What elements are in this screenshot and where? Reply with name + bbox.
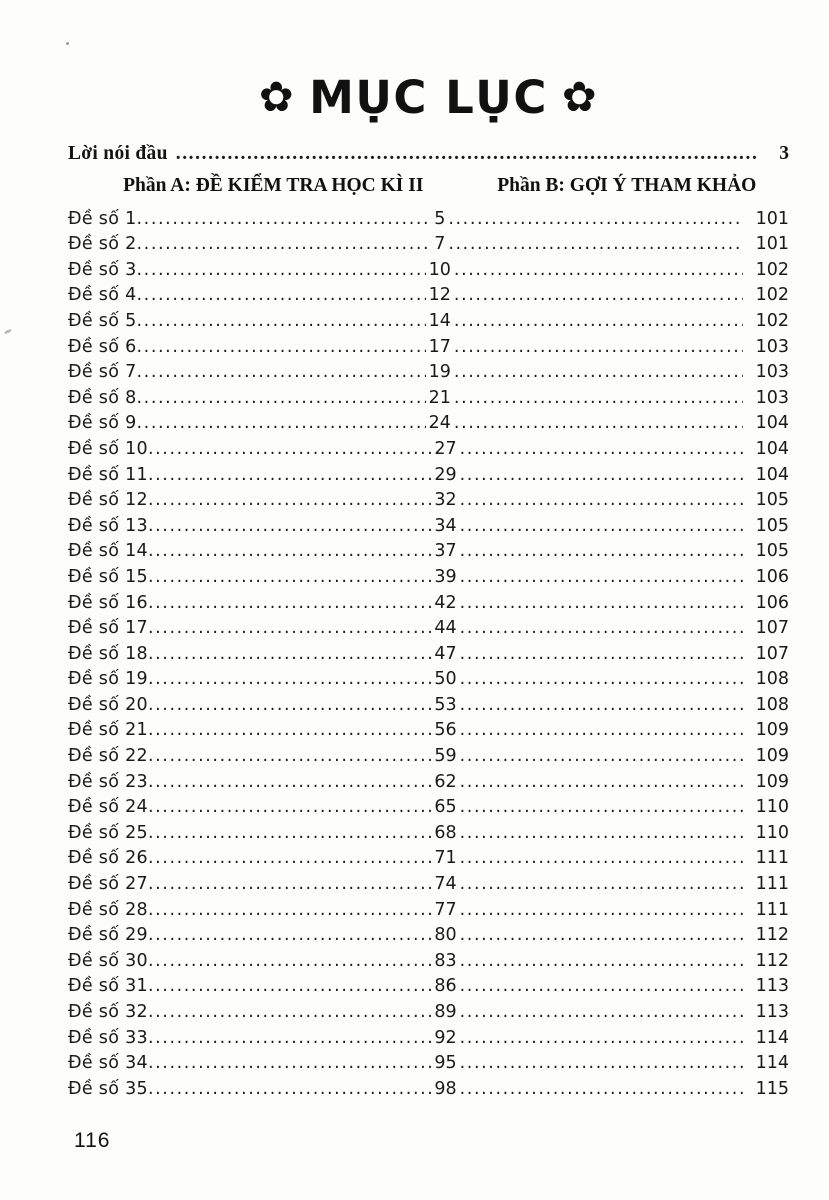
toc-row: [68, 949, 789, 975]
scan-speck: [4, 328, 13, 334]
dot-leader: [137, 283, 426, 309]
part-b-page-number: 113: [755, 1002, 790, 1022]
toc-row: [68, 539, 789, 565]
dot-leader: [148, 616, 431, 642]
dot-leader: [460, 846, 743, 872]
toc-row: [68, 411, 789, 437]
part-b-page-number: 104: [755, 413, 790, 434]
section-headers: [68, 175, 789, 197]
toc-row: [68, 821, 789, 847]
toc-entry-label: Đề số 15: [68, 566, 148, 587]
dot-leader: [137, 258, 426, 284]
part-a-page-number: 47: [434, 643, 457, 664]
toc-row: [68, 258, 789, 284]
toc-entry-label: Đề số 17: [68, 618, 148, 639]
dot-leader: [448, 207, 743, 233]
dot-leader: [460, 795, 743, 821]
toc-row: [68, 693, 789, 719]
part-a-page-number: 65: [434, 797, 457, 818]
toc-row: [68, 283, 789, 309]
part-a-page-number: 95: [434, 1053, 457, 1074]
part-b-page-number: 107: [755, 643, 790, 664]
toc-row: [68, 974, 789, 1000]
toc-row: [68, 1000, 789, 1026]
toc-entry-label: Đề số 16: [68, 592, 148, 613]
dot-leader: [460, 744, 743, 770]
part-a-page-number: 98: [434, 1078, 457, 1099]
toc-row: [68, 795, 789, 821]
toc-entry-label: Đề số 33: [68, 1027, 148, 1048]
part-a-page-number: 50: [434, 669, 457, 690]
part-b-page-number: 114: [755, 1027, 790, 1048]
part-a-header: Phần A: ĐỀ KIỂM TRA HỌC KÌ II: [123, 174, 424, 196]
dot-leader: [148, 463, 431, 489]
part-a-page-number: 89: [434, 1002, 457, 1022]
dot-leader: [460, 463, 743, 489]
dot-leader: [148, 1026, 431, 1052]
part-a-page-number: 42: [434, 592, 457, 613]
dot-leader: [137, 411, 426, 437]
toc-row: [68, 770, 789, 796]
dot-leader: [148, 591, 431, 617]
dot-leader: [148, 488, 431, 514]
dot-leader: [460, 539, 743, 565]
part-b-page-number: 113: [755, 976, 790, 997]
toc-entry-label: Đề số 30: [68, 950, 148, 971]
part-b-page-number: 102: [755, 285, 790, 306]
dot-leader: [454, 258, 743, 284]
toc-entry-label: Đề số 11: [68, 464, 148, 485]
page-title: [68, 71, 789, 124]
part-a-page-number: 5: [434, 208, 446, 229]
toc-row: [68, 872, 789, 898]
part-a-page-number: 71: [434, 848, 457, 869]
toc-row: [68, 232, 789, 258]
part-a-page-number: 92: [434, 1027, 457, 1048]
toc-row: [68, 846, 789, 872]
toc-row: [68, 923, 789, 949]
toc-row: [68, 744, 789, 770]
toc-entry-label: Đề số 8: [68, 387, 137, 408]
toc-row: [68, 591, 789, 617]
part-a-page-number: 29: [434, 464, 457, 485]
dot-leader: [148, 514, 431, 540]
part-b-page-number: 105: [755, 541, 790, 562]
toc-entry-label: Đề số 14: [68, 541, 148, 562]
toc-entry-label: Đề số 20: [68, 694, 148, 715]
part-a-page-number: 17: [428, 336, 451, 357]
part-b-page-number: 104: [755, 438, 790, 459]
dot-leader: [137, 207, 432, 233]
dot-leader: [460, 565, 743, 591]
toc-entry-label: Đề số 18: [68, 643, 148, 664]
dot-leader: [148, 565, 431, 591]
dot-leader: [137, 309, 426, 335]
flower-icon: ✿: [561, 73, 599, 121]
part-a-page-number: 39: [434, 566, 457, 587]
toc-entry-label: Đề số 35: [68, 1078, 148, 1099]
dot-leader: [460, 1000, 743, 1026]
part-b-page-number: 104: [755, 464, 790, 485]
toc-row: [68, 360, 789, 386]
dot-leader: [460, 949, 743, 975]
dot-leader: [148, 693, 431, 719]
toc-row: [68, 463, 789, 489]
dot-leader: [454, 386, 743, 412]
dot-leader: [148, 744, 431, 770]
part-b-page-number: 114: [755, 1053, 790, 1074]
part-a-page-number: 59: [434, 746, 457, 767]
part-a-page-number: 10: [428, 259, 451, 280]
dot-leader: [460, 718, 743, 744]
toc-entry-label: Đề số 21: [68, 720, 148, 741]
dot-leader: [148, 846, 431, 872]
part-b-page-number: 105: [755, 515, 790, 536]
part-b-page-number: 107: [755, 618, 790, 639]
toc-entry-label: Đề số 34: [68, 1053, 148, 1074]
toc-entry-label: Đề số 10: [68, 438, 148, 459]
part-a-page-number: 80: [434, 925, 457, 946]
dot-leader: [460, 514, 743, 540]
part-b-page-number: 103: [755, 362, 790, 383]
toc-row: [68, 898, 789, 924]
preface-label: Lời nói đầu: [68, 142, 168, 164]
part-b-page-number: 110: [755, 797, 790, 818]
part-a-page-number: 7: [434, 234, 446, 255]
toc-entry-label: Đề số 3: [68, 259, 137, 280]
dot-leader: [137, 232, 432, 258]
toc-entry-label: Đề số 29: [68, 925, 148, 946]
dot-leader: [460, 898, 743, 924]
dot-leader: [137, 360, 426, 386]
title-text: MỤC LỤC: [309, 71, 548, 124]
toc-entry-label: Đề số 6: [68, 336, 137, 357]
toc-row: [68, 1026, 789, 1052]
dot-leader: [148, 872, 431, 898]
toc-list: [68, 207, 789, 1103]
dot-leader: [148, 539, 431, 565]
toc-entry-label: Đề số 25: [68, 822, 148, 843]
toc-entry-label: Đề số 12: [68, 490, 148, 511]
toc-entry-label: Đề số 32: [68, 1002, 148, 1022]
dot-leader: [448, 232, 743, 258]
dot-leader: [454, 360, 743, 386]
part-b-page-number: 111: [755, 874, 790, 895]
toc-row: [68, 514, 789, 540]
dot-leader: [148, 949, 431, 975]
dot-leader: [460, 693, 743, 719]
part-a-page-number: 12: [428, 285, 451, 306]
toc-row: [68, 386, 789, 412]
part-b-page-number: 106: [755, 592, 790, 613]
toc-row: [68, 1077, 789, 1103]
part-b-page-number: 105: [755, 490, 790, 511]
dot-leader: [148, 821, 431, 847]
scan-speck: [66, 42, 69, 45]
dot-leader: [454, 309, 743, 335]
toc-entry-label: Đề số 13: [68, 515, 148, 536]
dot-leader: [460, 642, 743, 668]
dot-leader: [148, 1051, 431, 1077]
preface-entry: [68, 143, 789, 165]
toc-entry-label: Đề số 19: [68, 669, 148, 690]
part-a-page-number: 19: [428, 362, 451, 383]
part-a-page-number: 14: [428, 310, 451, 331]
dot-leader: [454, 411, 743, 437]
part-b-header: Phần B: GỢI Ý THAM KHẢO: [497, 174, 757, 196]
part-a-page-number: 77: [434, 899, 457, 920]
part-b-page-number: 106: [755, 566, 790, 587]
toc-row: [68, 437, 789, 463]
part-b-page-number: 101: [755, 208, 789, 229]
part-a-page-number: 34: [434, 515, 457, 536]
toc-row: [68, 565, 789, 591]
part-b-page-number: 112: [755, 925, 790, 946]
toc-entry-label: Đề số 1: [68, 208, 137, 229]
toc-row: [68, 309, 789, 335]
toc-row: [68, 335, 789, 361]
dot-leader: [460, 1051, 743, 1077]
part-b-page-number: 112: [755, 950, 790, 971]
part-b-page-number: 102: [755, 310, 790, 331]
dot-leader: [460, 437, 743, 463]
toc-entry-label: Đề số 7: [68, 362, 137, 383]
part-a-page-number: 44: [434, 618, 457, 639]
part-a-page-number: 21: [428, 387, 451, 408]
part-a-page-number: 27: [434, 438, 457, 459]
dot-leader: [460, 667, 743, 693]
toc-entry-label: Đề số 26: [68, 848, 148, 869]
dot-leader: [460, 616, 743, 642]
toc-row: [68, 616, 789, 642]
part-b-page-number: 103: [755, 336, 790, 357]
toc-entry-label: Đề số 9: [68, 413, 137, 434]
part-b-page-number: 102: [755, 259, 790, 280]
dot-leader: [148, 770, 431, 796]
dot-leader: [460, 821, 743, 847]
flower-icon: ✿: [258, 73, 296, 121]
dot-leader: [148, 1077, 431, 1103]
dot-leader: [148, 718, 431, 744]
part-a-page-number: 86: [434, 976, 457, 997]
toc-entry-label: Đề số 31: [68, 976, 148, 997]
dot-leader: [148, 923, 431, 949]
part-a-page-number: 32: [434, 490, 457, 511]
part-b-page-number: 115: [755, 1078, 790, 1099]
part-b-page-number: 109: [755, 771, 790, 792]
part-b-page-number: 108: [755, 694, 790, 715]
part-a-page-number: 37: [434, 541, 457, 562]
toc-row: [68, 207, 789, 233]
dot-leader: [176, 143, 759, 165]
toc-entry-label: Đề số 24: [68, 797, 148, 818]
dot-leader: [460, 1077, 743, 1103]
dot-leader: [148, 667, 431, 693]
part-a-page-number: 53: [434, 694, 457, 715]
dot-leader: [148, 898, 431, 924]
dot-leader: [460, 1026, 743, 1052]
dot-leader: [148, 795, 431, 821]
part-a-page-number: 24: [428, 413, 451, 434]
part-b-page-number: 111: [755, 848, 790, 869]
part-a-page-number: 68: [434, 822, 457, 843]
dot-leader: [460, 770, 743, 796]
dot-leader: [137, 386, 426, 412]
part-b-page-number: 101: [755, 234, 789, 255]
toc-entry-label: Đề số 28: [68, 899, 148, 920]
dot-leader: [148, 1000, 431, 1026]
part-a-page-number: 74: [434, 874, 457, 895]
toc-row: [68, 667, 789, 693]
part-b-page-number: 111: [755, 899, 790, 920]
dot-leader: [148, 437, 431, 463]
dot-leader: [148, 974, 431, 1000]
part-a-page-number: 83: [434, 950, 457, 971]
dot-leader: [148, 642, 431, 668]
dot-leader: [137, 335, 426, 361]
part-a-page-number: 56: [434, 720, 457, 741]
dot-leader: [460, 591, 743, 617]
part-a-page-number: 62: [434, 771, 457, 792]
toc-entry-label: Đề số 22: [68, 746, 148, 767]
part-b-page-number: 109: [755, 746, 790, 767]
part-b-page-number: 110: [755, 822, 790, 843]
page-number: 116: [74, 1129, 111, 1153]
toc-entry-label: Đề số 5: [68, 310, 137, 331]
dot-leader: [454, 283, 743, 309]
dot-leader: [460, 872, 743, 898]
dot-leader: [460, 974, 743, 1000]
toc-row: [68, 642, 789, 668]
dot-leader: [454, 335, 743, 361]
toc-row: [68, 718, 789, 744]
toc-row: [68, 488, 789, 514]
toc-entry-label: Đề số 27: [68, 874, 148, 895]
part-b-page-number: 108: [755, 669, 790, 690]
toc-entry-label: Đề số 4: [68, 285, 137, 306]
dot-leader: [460, 923, 743, 949]
part-b-page-number: 109: [755, 720, 790, 741]
part-b-page-number: 103: [755, 387, 790, 408]
preface-page-number: 3: [779, 142, 789, 164]
toc-row: [68, 1051, 789, 1077]
dot-leader: [460, 488, 743, 514]
toc-entry-label: Đề số 23: [68, 771, 148, 792]
toc-entry-label: Đề số 2: [68, 234, 137, 255]
